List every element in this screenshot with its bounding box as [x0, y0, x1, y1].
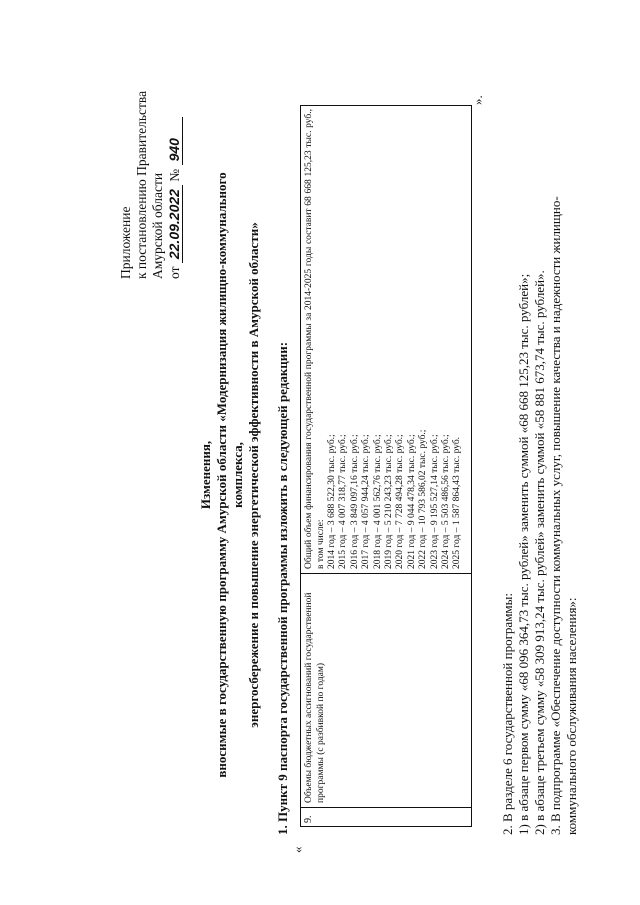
- row-number: 9.: [303, 815, 314, 823]
- title-line-3: энергосбережение и повышение энергетической эффективности в Амурской области»: [246, 222, 261, 728]
- title-line-1: Изменения,: [198, 440, 213, 510]
- funding-year-2017: 2017 год – 4 057 944,24 тыс. руб.;: [361, 434, 372, 569]
- number-prefix: №: [167, 168, 182, 182]
- item-2-subitem-2: 2) в абзаце третьем сумму «58 309 913,24 тыс. рублей» заменить суммой «58 881 673,74 тыс. рублей».: [532, 270, 547, 835]
- funding-year-2016: 2016 год – 3 849 097,16 тыс. руб.;: [349, 434, 360, 569]
- item-2-heading: 2. В разделе 6 государственной программы:: [500, 593, 515, 835]
- funding-year-2019: 2019 год – 5 210 243,23 тыс. руб.;: [384, 434, 395, 569]
- quote-close: ».: [470, 95, 485, 105]
- funding-year-2020: 2020 год – 7 728 494,28 тыс. руб.;: [395, 434, 406, 569]
- document-title: [198, 155, 262, 795]
- item-3-line-2: коммунального обслуживания населения»:: [564, 597, 579, 835]
- funding-year-2018: 2018 год – 4 001 562,76 тыс. руб.;: [372, 434, 383, 569]
- header-date-number: [166, 91, 183, 279]
- header-region: Амурской области: [150, 172, 165, 279]
- header-resolution: к постановлению Правительства: [134, 90, 149, 279]
- funding-year-2023: 2023 год – 9 195 527,14 тыс. руб.;: [429, 434, 440, 569]
- header-appendix: Приложение: [118, 206, 133, 279]
- date-prefix: от: [167, 266, 182, 279]
- table-value-cell: [301, 106, 471, 573]
- item-2-subitem-1: 1) в абзаце первом сумму «68 096 364,73 тыс. рублей» заменить суммой «68 668 125,23 тыс. рублей»;: [516, 273, 531, 835]
- funding-year-2015: 2015 год – 4 007 318,77 тыс. руб.;: [338, 434, 349, 569]
- table-label-cell: [301, 573, 471, 807]
- item-1-heading: 1. Пункт 9 паспорта государственной программы изложить в следующей редакции:: [275, 341, 290, 835]
- funding-years-list: [327, 430, 464, 569]
- handwritten-number: 940: [166, 117, 183, 165]
- funding-year-2014: 2014 год – 3 688 522,30 тыс. руб.;: [327, 434, 337, 569]
- quote-open: «: [290, 846, 305, 853]
- item-3-line-1: 3. В подпрограмме «Обеспечение доступности коммунальных услуг, повышение качества и надежности жилищно-: [548, 196, 563, 835]
- funding-year-2021: 2021 год – 9 044 478,34 тыс. руб.;: [406, 434, 417, 569]
- funding-year-2024: 2024 год – 5 503 486,56 тыс. руб.;: [441, 434, 452, 569]
- approval-header: [118, 91, 183, 279]
- funding-intro: Общий объем финансирования государственной программы за 2014-2025 годы составит 68 668 125,23 тыс. руб., в том числе:: [304, 109, 326, 569]
- table-number-cell: [301, 807, 471, 826]
- funding-year-2022: 2022 год – 10 793 586,02 тыс. руб.;: [418, 429, 429, 569]
- row-label: Объемы бюджетных ассигнований государственной программы (с разбивкой по годам): [304, 592, 326, 803]
- passport-table: [300, 105, 472, 827]
- title-line-2: вносимые в государственную программу Амурской области «Модернизация жилищно-коммунального комплекса,: [214, 172, 245, 778]
- handwritten-date: 22.09.2022: [166, 185, 183, 263]
- funding-year-2025: 2025 год – 1 587 864,43 тыс. руб.: [452, 436, 463, 569]
